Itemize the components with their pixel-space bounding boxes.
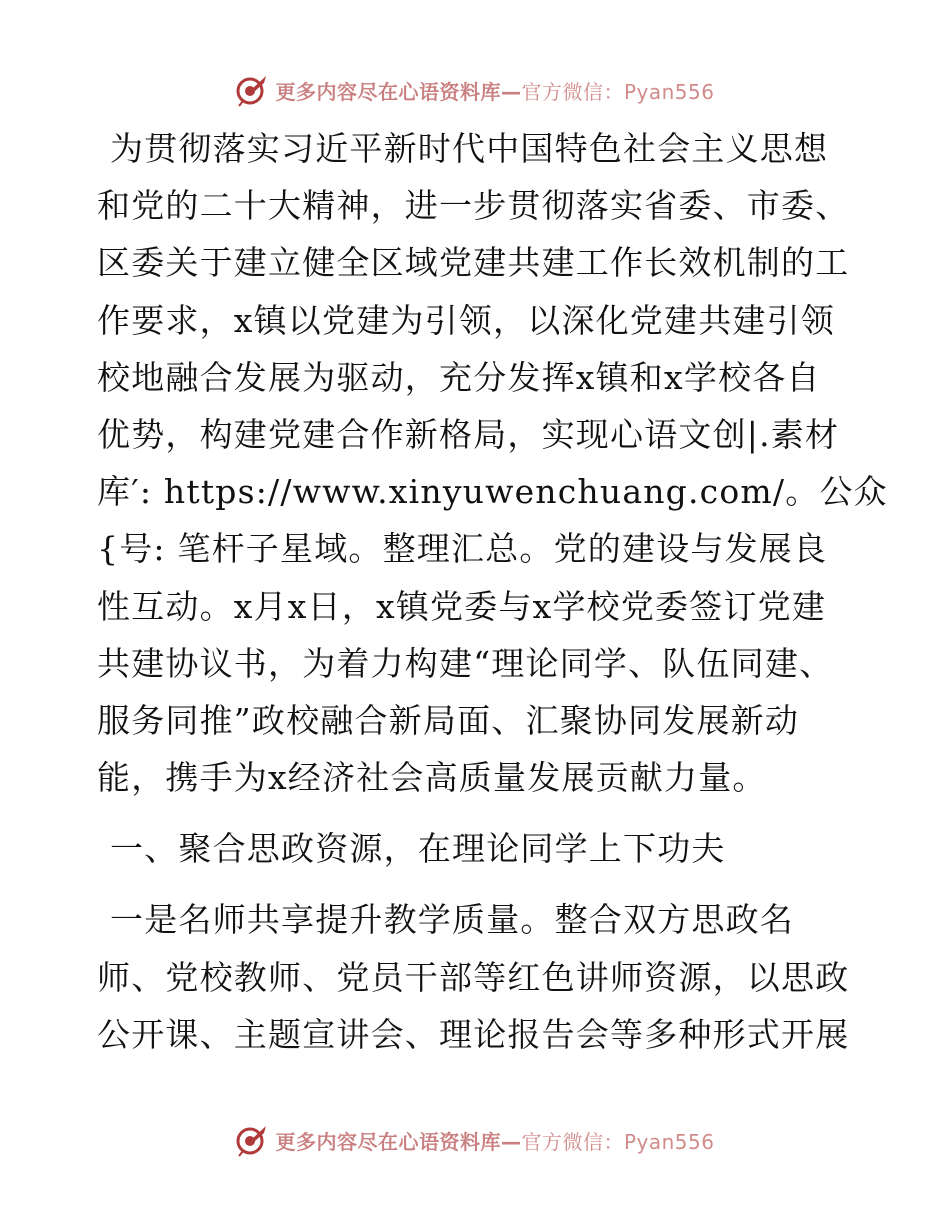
footer-banner <box>0 1120 950 1160</box>
text-line: 作要求，x镇以党建为引领，以深化党建共建引领 <box>97 300 836 340</box>
paragraph-teachers <box>97 891 862 1063</box>
text-line: 区委关于建立健全区域党建共建工作长效机制的工 <box>97 243 850 283</box>
text-line: 优势，构建党建合作新格局，实现心语文创|.素材 <box>97 414 840 454</box>
header-banner-wechat: 官方微信：Pyan556 <box>521 79 715 104</box>
text-line: {号: 笔杆子星域。整理汇总。党的建设与发展良 <box>97 529 828 569</box>
footer-banner-wechat: 官方微信：Pyan556 <box>521 1129 715 1154</box>
text-line: 校地融合发展为驱动，充分发挥x镇和x学校各自 <box>97 357 821 397</box>
footer-banner-text <box>275 1126 714 1155</box>
text-line: 为贯彻落实习近平新时代中国特色社会主义思想 <box>110 129 829 168</box>
text-line: 一是名师共享提升教学质量。整合双方思政名 <box>110 900 794 940</box>
section-heading <box>97 820 862 877</box>
text-line: 服务同推”政校融合新局面、汇聚协同发展新动 <box>97 700 800 740</box>
quill-seal-logo-icon <box>235 73 269 107</box>
document-body <box>97 120 888 1063</box>
text-line: 公开课、主题宣讲会、理论报告会等多种形式开展 <box>97 1014 850 1054</box>
text-line: 师、党校教师、党员干部等红色讲师资源，以思政 <box>97 957 850 997</box>
text-line: 库′: https://www.xinyuwenchuang.com/。公众 <box>97 472 888 512</box>
header-banner-text <box>275 76 714 105</box>
section-heading-text: 一、聚合思政资源，在理论同学上下功夫 <box>110 829 726 869</box>
quill-seal-logo-icon <box>235 1123 269 1157</box>
text-line: 和党的二十大精神，进一步贯彻落实省委、市委、 <box>97 186 850 226</box>
text-line: 性互动。x月x日，x镇党委与x学校党委签订党建 <box>97 586 827 626</box>
header-banner <box>0 70 950 110</box>
footer-banner-title: 更多内容尽在心语资料库— <box>275 1129 522 1154</box>
text-line: 能，携手为x经济社会高质量发展贡献力量。 <box>97 758 767 798</box>
paragraph-intro <box>97 120 888 806</box>
header-banner-title: 更多内容尽在心语资料库— <box>275 79 522 104</box>
text-line: 共建协议书，为着力构建“理论同学、队伍同建、 <box>97 643 834 683</box>
